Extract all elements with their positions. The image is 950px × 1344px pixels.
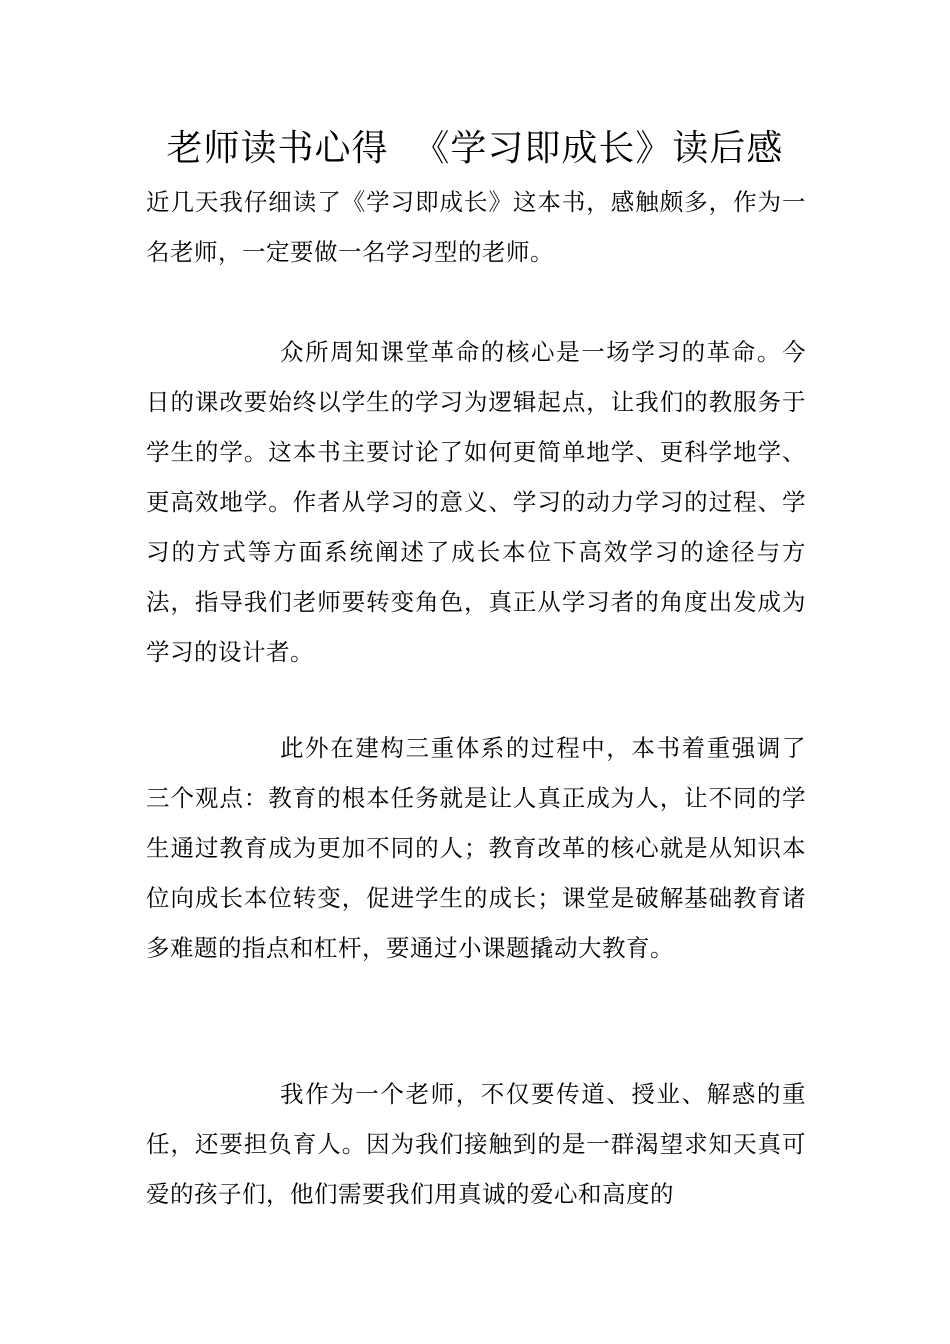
paragraph-classroom-revolution: 众所周知课堂革命的核心是一场学习的革命。今日的课改要始终以学生的学习为逻辑起点，让我们的教服务于学生的学。这本书主要讨论了如何更简单地学、更科学地学、更高效地学。作者从学习的意义、学习的动力学习的过程、学习的方式等方面系统阐述了成长本位下高效学习的途径与方法，指导我们老师要转变角色，真正从学习者的角度出发成为学习的设计者。: [146, 338, 806, 666]
paragraph-intro: 近几天我仔细读了《学习即成长》这本书，感触颇多，作为一名老师，一定要做一名学习型的老师。: [146, 188, 806, 266]
document-title: 老师读书心得 《学习即成长》读后感: [166, 128, 784, 169]
paragraph-three-viewpoints: 此外在建构三重体系的过程中，本书着重强调了三个观点：教育的根本任务就是让人真正成为人，让不同的学生通过教育成为更加不同的人；教育改革的核心就是从知识本位向成长本位转变，促进学生的成长；课堂是破解基础教育诸多难题的指点和杠杆，要通过小课题撬动大教育。: [146, 734, 806, 962]
paragraph-teacher-duty: 我作为一个老师，不仅要传道、授业、解惑的重任，还要担负育人。因为我们接触到的是一群渴望求知天真可爱的孩子们，他们需要我们用真诚的爱心和高度的: [146, 1080, 806, 1208]
